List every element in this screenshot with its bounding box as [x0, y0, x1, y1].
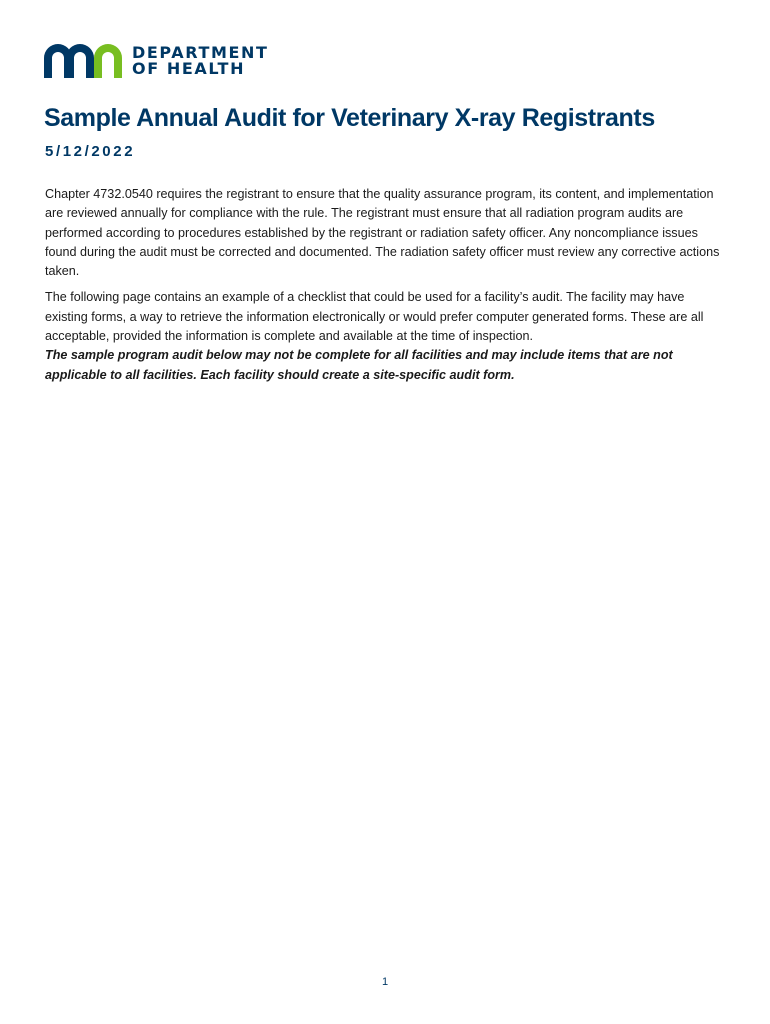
- checklist-paragraph: The following page contains an example of a checklist that could be used for a facility’s audit. The facility may have existing forms, a way to retrieve the information electronically or would prefer computer generated forms. These are all acceptable, provided the information is complete and available at the time of inspection.: [45, 290, 704, 344]
- document-date: 5/12/2022: [45, 143, 136, 160]
- page-number: 1: [381, 976, 389, 988]
- document-title: Sample Annual Audit for Veterinary X-ray Registrants: [44, 104, 655, 132]
- mn-logo-icon: [44, 44, 122, 78]
- logo-line-1: DEPARTMENT: [132, 43, 269, 62]
- mdh-logo: [44, 44, 269, 78]
- intro-paragraph: Chapter 4732.0540 requires the registrant to ensure that the quality assurance program, its content, and implementation are reviewed annually for compliance with the rule. The registrant must ensure that all radiation program audits are performed according to procedures established by the registrant or radiation safety officer. Any noncompliance issues found during the audit must be corrected and documented. The radiation safety officer must review any corrective actions taken.: [45, 187, 720, 279]
- logo-line-2: OF HEALTH: [132, 59, 246, 78]
- document-body: [45, 185, 725, 392]
- disclaimer-note: The sample program audit below may not be complete for all facilities and may include items that are not applicable to all facilities. Each facility should create a site-specific audit form.: [45, 348, 673, 382]
- logo-wordmark: [132, 45, 269, 77]
